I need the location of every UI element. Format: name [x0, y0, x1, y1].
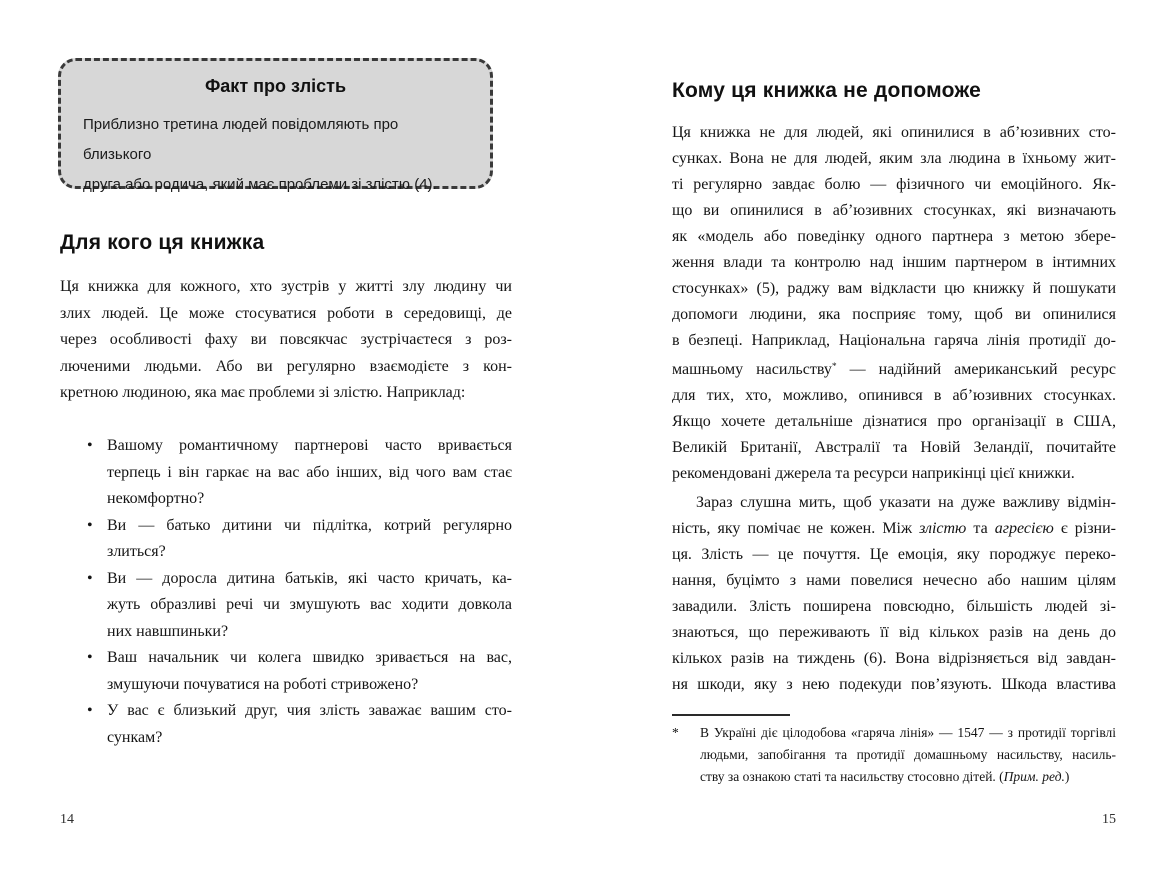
- text-line: кретною людиною, яка має проблеми зі злістю. Наприклад:: [60, 384, 466, 401]
- text-line: людьми, запобігання та протидії домашньому насильству, насиль-: [700, 747, 1116, 762]
- text-line: ність, яку помічає не кожен. Між злістю та агресією є різни-: [672, 520, 1116, 537]
- list-item: [60, 433, 512, 513]
- text-line: терпець і він гаркає на вас або інших, від чого вам стає: [107, 463, 512, 481]
- text-line: через особливості фаху ви повсякчас зустрічаєтеся з роз-: [60, 331, 512, 348]
- text-line: Ця книжка для кожного, хто зустрів у житті злу людину чи: [60, 278, 512, 295]
- fact-box-body: [83, 110, 468, 200]
- bullet-list: [60, 433, 512, 751]
- text-line: ня шкоди, яку з нею подекуди пов’язують. Шкода властива: [672, 676, 1116, 693]
- text-line: жуть образливі речі чи змушують вас ходити довкола: [107, 596, 512, 613]
- bullet-icon: •: [87, 649, 93, 666]
- text-line: як «модель або поведінку одного партнера з метою збере-: [672, 228, 1116, 245]
- bullet-icon: •: [87, 702, 93, 719]
- bullet-icon: •: [87, 516, 93, 534]
- text-line: що ви опинилися в аб’юзивних стосунках, які визначають: [672, 202, 1116, 219]
- body-paragraph-1: [672, 120, 1116, 487]
- text-line: допомоги людини, яка посприяє тому, щоб ви опинилися: [672, 306, 1116, 323]
- list-item-text: [107, 513, 512, 566]
- text-line: Ви — доросла дитина батьків, які часто кричать, ка-: [107, 569, 512, 587]
- text-line: завадили. Злість поширена повсюдно, більшість людей зі-: [672, 598, 1116, 615]
- text-line: них навшпиньки?: [107, 622, 229, 640]
- list-item: [60, 513, 512, 566]
- text-line: машньому насильству* — надійний американський ресурс: [672, 360, 1116, 378]
- text-line: кількох разів на тиждень (6). Вона відрізняється від завдан-: [672, 650, 1116, 667]
- list-item-text: [107, 645, 512, 698]
- text-line: ження влади та контролю над іншим партнером в інтимних: [672, 254, 1116, 271]
- text-line: В Україні діє цілодобова «гаряча лінія» — 1547 — з протидії торгівлі: [700, 725, 1116, 740]
- footnote-row: [672, 722, 1116, 788]
- text-line: Ваш начальник чи колега швидко зривається на вас,: [107, 649, 512, 666]
- text-line: люченими людьми. Або ви регулярно взаємодієте з кон-: [60, 357, 512, 375]
- text-line: ті регулярно завдає болю — фізичного чи емоційного. Як-: [672, 176, 1116, 193]
- text-line: ству за ознакою статі та насильству стосовно дітей. (Прим. ред.): [700, 769, 1070, 784]
- bullet-icon: •: [87, 569, 93, 587]
- body-paragraph-2: [672, 490, 1116, 698]
- list-item-text: [107, 433, 512, 513]
- text-line: сунках. Вона не для людей, яким зла людина в їхньому жит-: [672, 150, 1116, 167]
- text-line: змушуючи почуватися на роботі стривожено?: [107, 675, 419, 693]
- footnote-asterisk: *: [672, 725, 679, 740]
- text-line: Зараз слушна мить, щоб указати на дуже важливу відмін-: [696, 494, 1116, 511]
- text-line: Ви — батько дитини чи підлітка, котрий регулярно: [107, 516, 512, 534]
- list-item-text: [107, 566, 512, 646]
- text-line: для тих, хто, можливо, опинився в аб’юзивних стосунках.: [672, 386, 1116, 404]
- intro-paragraph: [60, 274, 512, 407]
- text-line: Приблизно третина людей повідомляють про близького: [83, 116, 399, 163]
- text-line: Якщо хочете детальніше дізнатися про організації в США,: [672, 412, 1116, 430]
- text-line: Великій Британії, Австралії та Новій Зеландії, почитайте: [672, 438, 1116, 456]
- page-number-right: 15: [1102, 812, 1116, 827]
- text-line: в безпеці. Наприклад, Національна гаряча лінія протидії до-: [672, 332, 1116, 349]
- text-line: рекомендовані джерела та ресурси наприкінці цієї книжки.: [672, 464, 1075, 482]
- footnote-text: [700, 722, 1116, 788]
- text-line: ця. Злість — це почуття. Це емоція, яку породжує переко-: [672, 546, 1116, 563]
- list-item: [60, 698, 512, 751]
- text-line: У вас є близький друг, чия злість заважає вашим сто-: [107, 702, 512, 719]
- list-item: [60, 566, 512, 646]
- fact-box: [58, 58, 493, 193]
- fact-box-title: Факт про злість: [204, 76, 347, 96]
- text-line: сункам?: [107, 728, 163, 746]
- list-item-text: [107, 698, 512, 751]
- text-line: некомфортно?: [107, 490, 205, 507]
- text-line: стосунках» (5), раджу вам відкласти цю книжку й пошукати: [672, 280, 1116, 297]
- section-heading-for-whom: Для кого ця книжка: [60, 231, 265, 254]
- footnote: [672, 722, 1116, 788]
- page-number-left: 14: [60, 812, 74, 827]
- text-line: друга або родича, який має проблеми зі злістю (4).: [83, 176, 437, 193]
- text-line: злиться?: [107, 543, 166, 560]
- section-heading-not-help: Кому ця книжка не допоможе: [672, 79, 982, 102]
- text-line: Вашому романтичному партнерові часто вривається: [107, 437, 512, 454]
- footnote-divider: [672, 714, 790, 716]
- list-item: [60, 645, 512, 698]
- bullet-icon: •: [87, 437, 93, 454]
- text-line: злих людей. Це може стосуватися роботи в середовищі, де: [60, 304, 512, 322]
- text-line: нання, буцімто з нами повелися нечесно або нашим цілям: [672, 572, 1116, 589]
- text-line: Ця книжка не для людей, які опинилися в аб’юзивних сто-: [672, 124, 1116, 141]
- text-line: знаються, що переживають її від кількох разів на день до: [672, 624, 1116, 641]
